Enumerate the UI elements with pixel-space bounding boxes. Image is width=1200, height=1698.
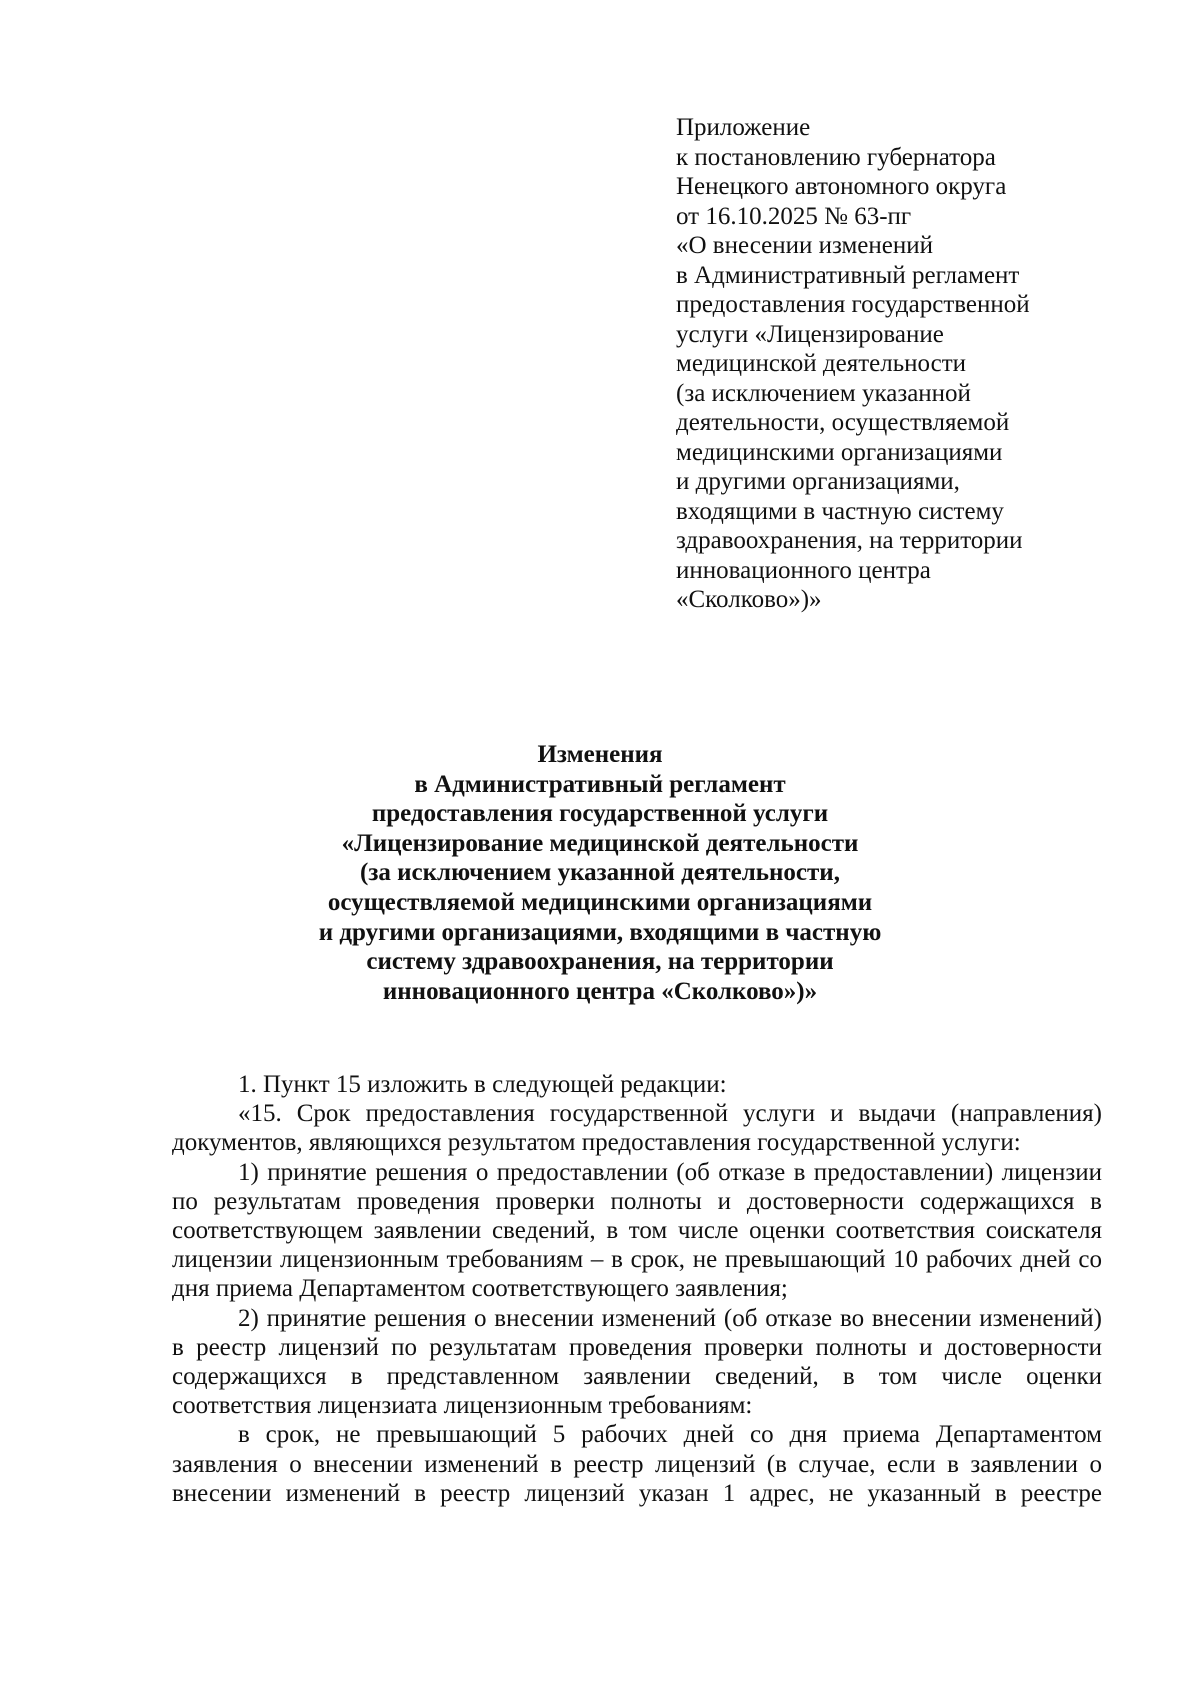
appendix-line: «О внесении изменений <box>676 232 934 259</box>
appendix-line: услуги «Лицензирование <box>676 320 944 348</box>
appendix-line: предоставления государственной <box>676 291 1030 318</box>
title-line: в Административный регламент <box>414 770 786 798</box>
title-line: осуществляемой медицинскими организациями <box>327 888 873 916</box>
title-line: инновационного центра «Сколково»)» <box>382 977 818 1005</box>
title-line: и другими организациями, входящими в частную <box>318 918 882 946</box>
title-line: (за исключением указанной деятельности, <box>360 859 840 887</box>
appendix-line: деятельности, осуществляемой <box>676 409 1010 436</box>
appendix-line: Ненецкого автономного округа <box>676 173 1007 200</box>
appendix-header <box>676 113 1096 615</box>
appendix-line: здравоохранения, на территории <box>676 527 1023 554</box>
title-line: систему здравоохранения, на территории <box>366 948 834 976</box>
appendix-line: «Сколково»)» <box>676 586 822 613</box>
appendix-line: и другими организациями, <box>676 468 960 495</box>
appendix-line: входящими в частную систему <box>676 497 1004 525</box>
body-paragraph: «15. Срок предоставления государственной услуги и выдачи (направления) документов, являющихся результатом предоставления государственной услуги: <box>172 1100 1102 1157</box>
appendix-line: Приложение <box>676 114 811 141</box>
appendix-line: медицинской деятельности <box>676 350 967 377</box>
body-paragraph: 2) принятие решения о внесении изменений (об отказе во внесении изменений) в реестр лицензий по результатам проведения проверки полноты и достоверности содержащихся в представленном заявлении сведений, в том числе оценки соответствия лицензиата лицензионным требованиям: <box>172 1304 1102 1420</box>
title-line: «Лицензирование медицинской деятельности <box>341 829 859 857</box>
appendix-line: медицинскими организациями <box>676 438 1003 466</box>
appendix-line: к постановлению губернатора <box>676 143 996 171</box>
appendix-line: в Административный регламент <box>676 261 1020 289</box>
document-title <box>150 740 1050 1006</box>
appendix-line: от 16.10.2025 № 63-пг <box>676 202 912 230</box>
body-paragraph: 1) принятие решения о предоставлении (об отказе в предоставлении) лицензии по результатам проведения проверки полноты и достоверности содержащихся в соответствующем заявлении сведений, в том числе оценки соответствия соискателя лицензии лицензионным требованиям – в срок, не превышающий 10 рабочих дней со дня приема Департаментом соответствующего заявления; <box>172 1158 1102 1303</box>
title-line: Изменения <box>537 741 663 768</box>
appendix-line: (за исключением указанной <box>676 379 971 407</box>
title-line: предоставления государственной услуги <box>371 800 829 828</box>
body-paragraph: в срок, не превышающий 5 рабочих дней со дня приема Департаментом заявления о внесении изменений в реестр лицензий (в случае, если в заявлении о внесении изменений в реестр лицензий указан 1 адрес, не указанный в реестре <box>172 1421 1102 1507</box>
appendix-line: инновационного центра <box>676 556 931 584</box>
body-paragraph: 1. Пункт 15 изложить в следующей редакции: <box>238 1071 727 1098</box>
document-body <box>172 1070 1102 1508</box>
